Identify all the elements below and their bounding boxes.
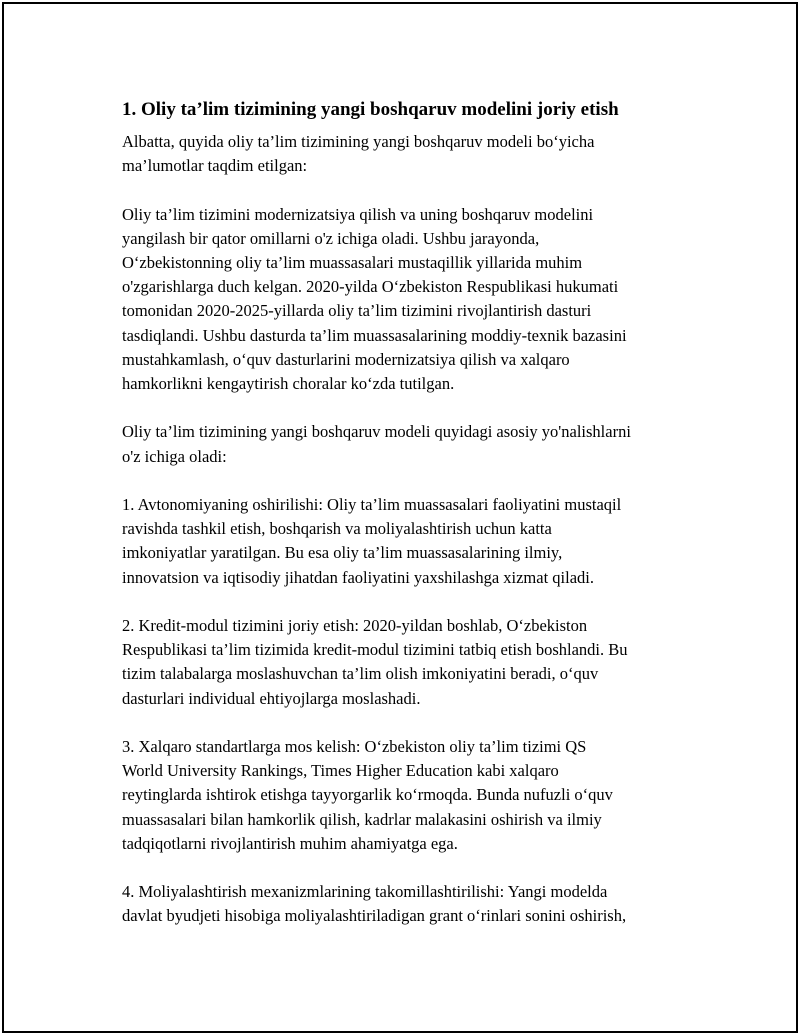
text-line: yangilash bir qator omillarni o'z ichiga oladi. Ushbu jarayonda, — [122, 228, 540, 248]
paragraph-international-standards — [122, 735, 712, 856]
text-line: hamkorlikni kengaytirish choralar ko‘zda tutilgan. — [122, 374, 455, 394]
text-line: dasturlari individual ehtiyojlarga moslashadi. — [122, 688, 421, 708]
page-frame — [2, 2, 798, 1033]
text-line: o'zgarishlarga duch kelgan. 2020-yilda O‘zbekiston Respublikasi hukumati — [122, 277, 619, 297]
text-line: Oliy ta’lim tizimining yangi boshqaruv modeli quyidagi asosiy yo'nalishlarni — [122, 422, 631, 442]
paragraph-intro — [122, 130, 712, 178]
text-line: reytinglarda ishtirok etishga tayyorgarlik ko‘rmoqda. Bunda nufuzli o‘quv — [122, 785, 613, 805]
section-heading: 1. Oliy ta’lim tizimining yangi boshqaruv modelini joriy etish — [122, 99, 619, 120]
text-line: Respublikasi ta’lim tizimida kredit-modul tizimini tatbiq etish boshlandi. Bu — [122, 640, 628, 660]
text-line: Albatta, quyida oliy ta’lim tizimining yangi boshqaruv modeli bo‘yicha — [122, 132, 595, 151]
text-line: davlat byudjeti hisobiga moliyalashtiriladigan grant o‘rinlari sonini oshirish, — [122, 906, 627, 926]
text-line: World University Rankings, Times Higher Education kabi xalqaro — [122, 761, 559, 781]
text-line: tomonidan 2020-2025-yillarda oliy ta’lim tizimini rivojlantirish dasturi — [122, 301, 592, 321]
text-line: o'z ichiga oladi: — [122, 446, 227, 466]
text-line: mustahkamlash, o‘quv dasturlarini modernizatsiya qilish va xalqaro — [122, 349, 570, 369]
document-body — [122, 96, 712, 953]
text-line: 2. Kredit-modul tizimini joriy etish: 2020-yildan boshlab, O‘zbekiston — [122, 616, 588, 635]
text-line: tasdiqlandi. Ushbu dasturda ta’lim muassasalarining moddiy-texnik bazasini — [122, 325, 627, 345]
paragraph-credit-module — [122, 614, 712, 711]
text-line: 3. Xalqaro standartlarga mos kelish: O‘zbekiston oliy ta’lim tizimi QS — [122, 737, 587, 756]
text-line: 4. Moliyalashtirish mexanizmlarining takomillashtirilishi: Yangi modelda — [122, 882, 608, 902]
text-line: innovatsion va iqtisodiy jihatdan faoliyatini yaxshilashga xizmat qiladi. — [122, 567, 594, 587]
text-line: 1. Avtonomiyaning oshirilishi: Oliy ta’lim muassasalari faoliyatini mustaqil — [122, 495, 622, 514]
text-line: muassasalari bilan hamkorlik qilish, kadrlar malakasini oshirish va ilmiy — [122, 809, 602, 829]
paragraph-autonomy — [122, 493, 712, 590]
text-line: ma’lumotlar taqdim etilgan: — [122, 156, 308, 176]
text-line: ravishda tashkil etish, boshqarish va moliyalashtirish uchun katta — [122, 519, 552, 539]
text-line: tizim talabalarga moslashuvchan ta’lim olish imkoniyatini beradi, o‘quv — [122, 664, 599, 684]
paragraph-modernization — [122, 203, 712, 397]
text-line: Oliy ta’lim tizimini modernizatsiya qilish va uning boshqaruv modelini — [122, 204, 594, 224]
paragraph-directions-intro — [122, 420, 712, 468]
text-line: imkoniyatlar yaratilgan. Bu esa oliy ta’lim muassasalarining ilmiy, — [122, 543, 563, 563]
text-line: O‘zbekistonning oliy ta’lim muassasalari mustaqillik yillarida muhim — [122, 253, 583, 272]
paragraph-financing — [122, 880, 712, 928]
text-line: tadqiqotlarni rivojlantirish muhim ahamiyatga ega. — [122, 833, 458, 853]
